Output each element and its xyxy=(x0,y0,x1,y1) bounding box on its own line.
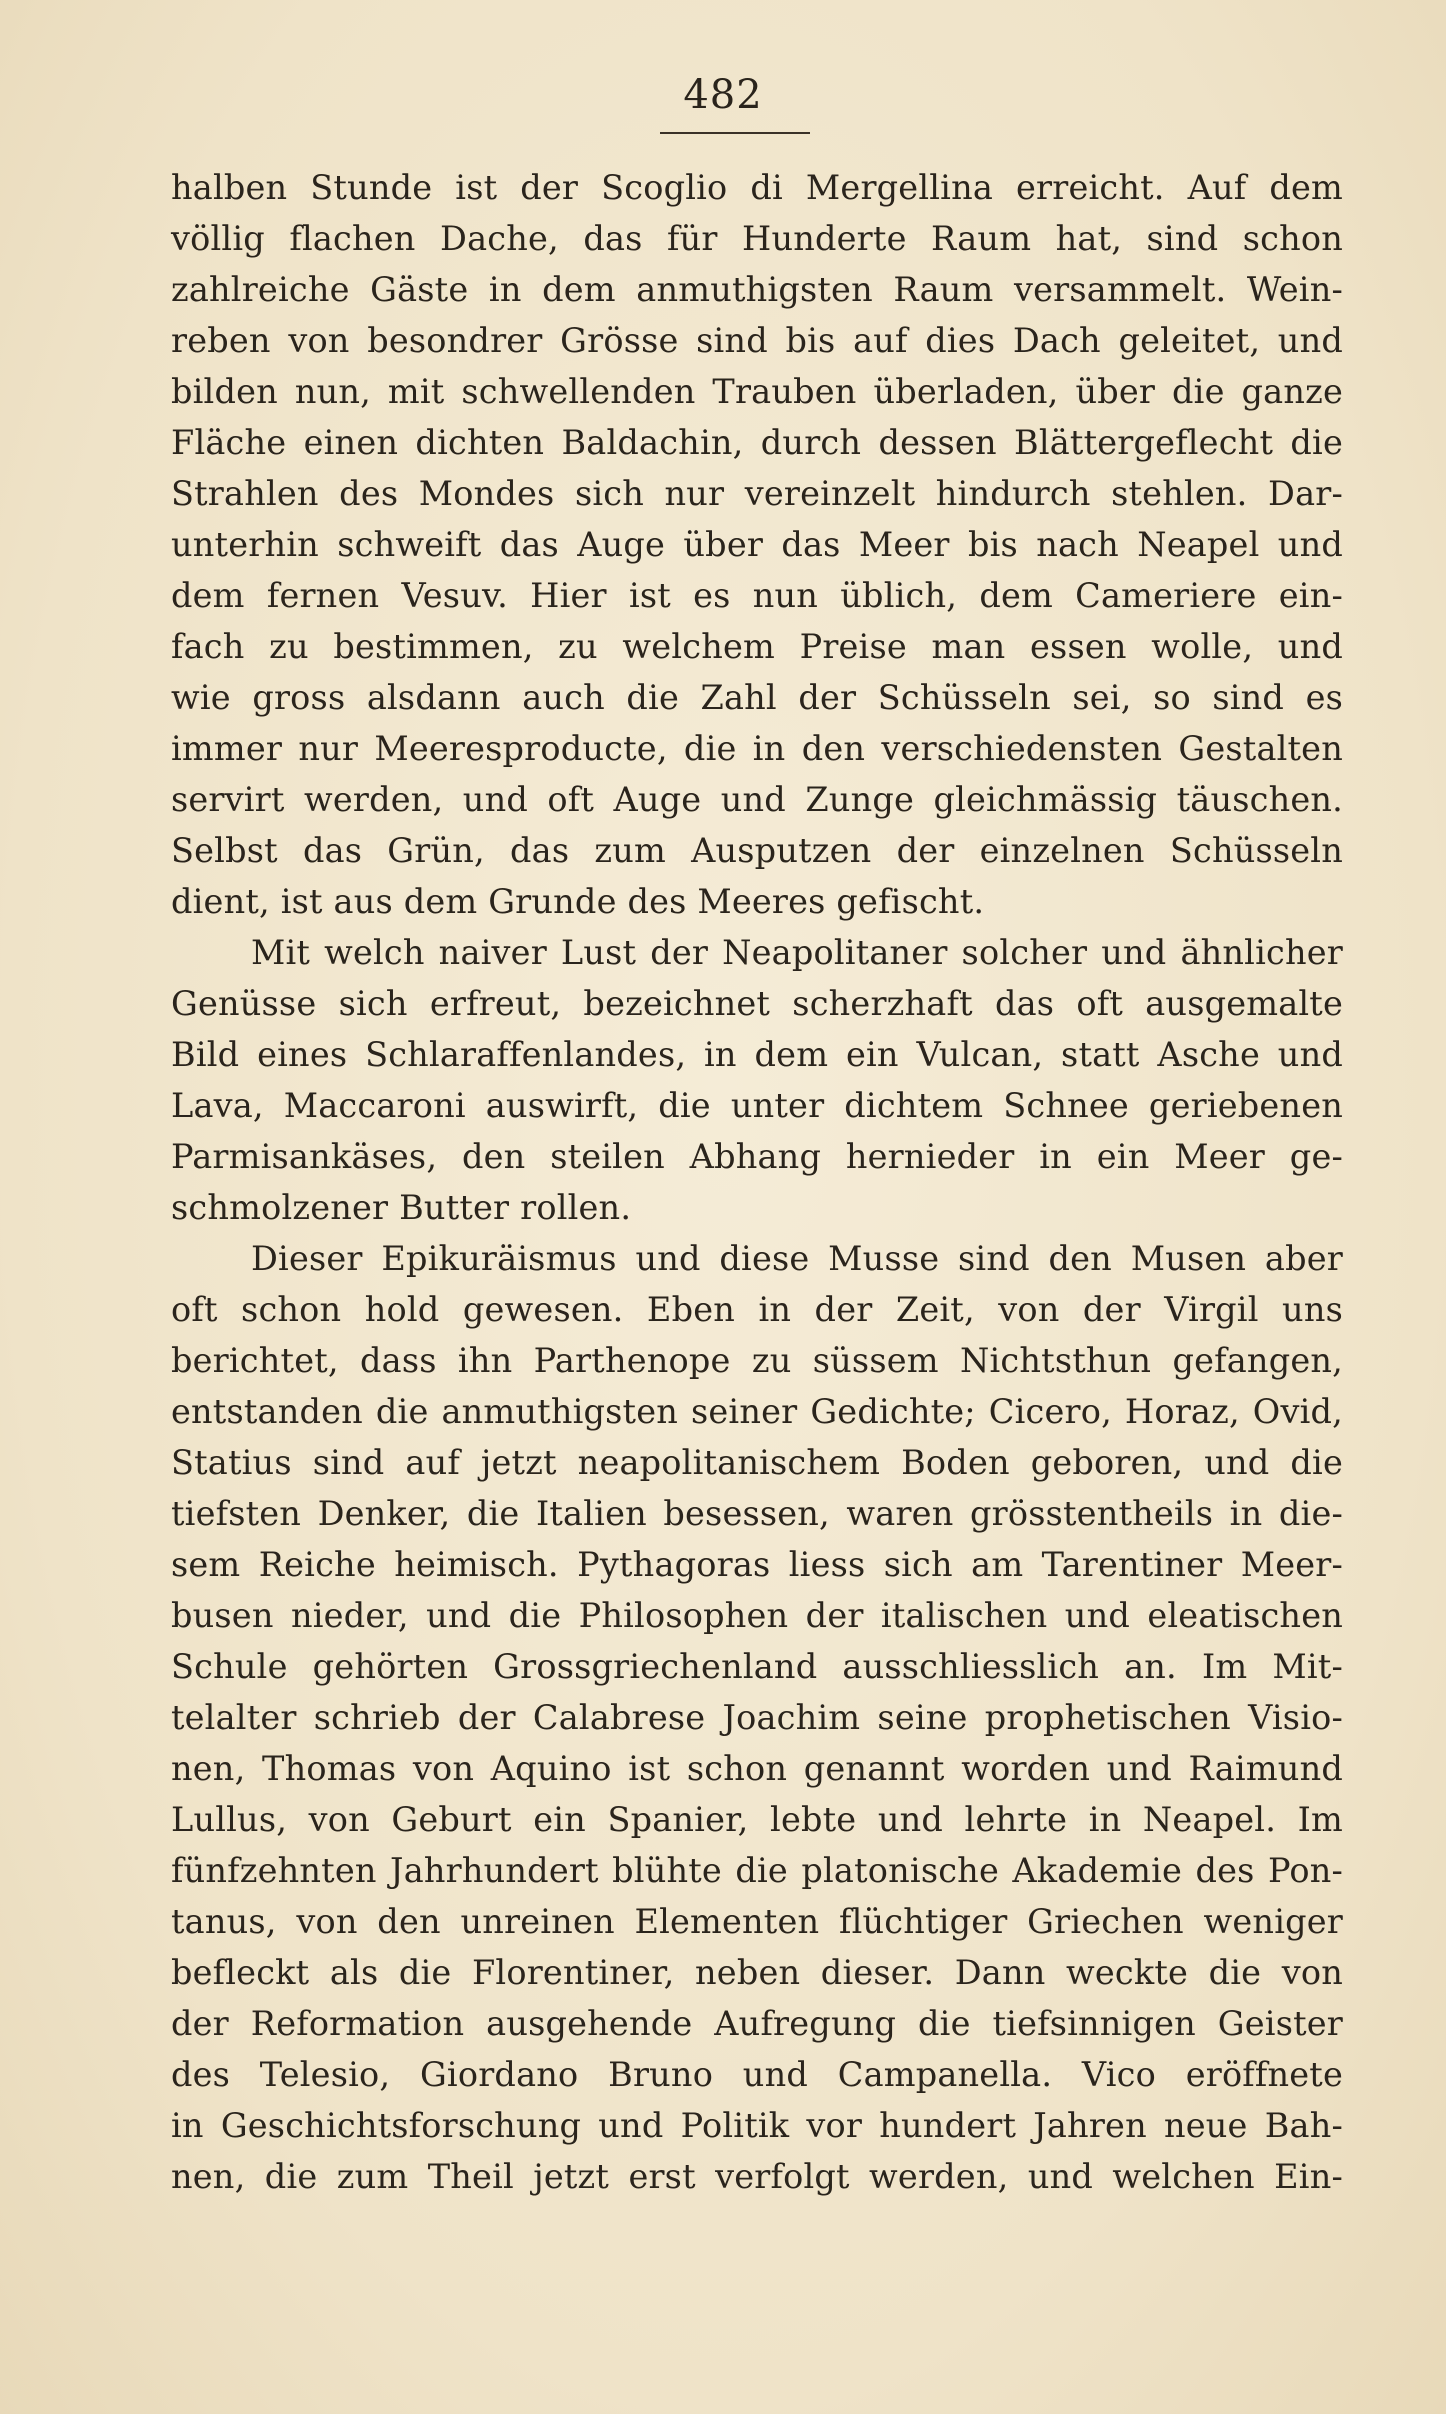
text-line: Statius sind auf jetzt neapolitanischem Boden geboren, und die xyxy=(171,1443,1343,1482)
text-line: halben Stunde ist der Scoglio di Mergellina erreicht. Auf dem xyxy=(171,168,1343,207)
text-line: zahlreiche Gäste in dem anmuthigsten Raum versammelt. Wein- xyxy=(171,270,1343,309)
text-line: Lullus, von Geburt ein Spanier, lebte und lehrte in Neapel. Im xyxy=(171,1800,1343,1839)
paragraph-start-line: Dieser Epikuräismus und diese Musse sind den Musen aber xyxy=(251,1239,1343,1278)
text-line: Fläche einen dichten Baldachin, durch dessen Blättergeflecht die xyxy=(171,423,1343,462)
text-line: reben von besondrer Grösse sind bis auf dies Dach geleitet, und xyxy=(171,321,1343,360)
text-line: unterhin schweift das Auge über das Meer bis nach Neapel und xyxy=(171,525,1343,564)
text-line: immer nur Meeresproducte, die in den verschiedensten Gestalten xyxy=(171,729,1343,768)
text-line: Genüsse sich erfreut, bezeichnet scherzhaft das oft ausgemalte xyxy=(171,984,1343,1023)
text-line: dient, ist aus dem Grunde des Meeres gefischt. xyxy=(171,882,985,921)
text-line: entstanden die anmuthigsten seiner Gedichte; Cicero, Horaz, Ovid, xyxy=(171,1392,1343,1431)
text-line: servirt werden, und oft Auge und Zunge gleichmässig täuschen. xyxy=(171,780,1343,819)
text-line: befleckt als die Florentiner, neben dieser. Dann weckte die von xyxy=(171,1953,1343,1992)
page-number: 482 xyxy=(683,72,763,118)
text-line: sem Reiche heimisch. Pythagoras liess sich am Tarentiner Meer- xyxy=(171,1545,1343,1584)
text-line: berichtet, dass ihn Parthenope zu süssem Nichtsthun gefangen, xyxy=(171,1341,1343,1380)
text-line: fach zu bestimmen, zu welchem Preise man essen wolle, und xyxy=(171,627,1343,666)
paragraph-start-line: Mit welch naiver Lust der Neapolitaner solcher und ähnlicher xyxy=(251,933,1343,972)
text-line: Schule gehörten Grossgriechenland ausschliesslich an. Im Mit- xyxy=(171,1647,1343,1686)
body-text xyxy=(171,162,1343,2202)
text-line: fünfzehnten Jahrhundert blühte die platonische Akademie des Pon- xyxy=(171,1851,1343,1890)
text-line: nen, die zum Theil jetzt erst verfolgt werden, und welchen Ein- xyxy=(171,2157,1343,2196)
text-line: schmolzener Butter rollen. xyxy=(171,1188,632,1227)
text-line: Lava, Maccaroni auswirft, die unter dichtem Schnee geriebenen xyxy=(171,1086,1343,1125)
text-line: wie gross alsdann auch die Zahl der Schüsseln sei, so sind es xyxy=(171,678,1343,717)
text-line: Strahlen des Mondes sich nur vereinzelt hindurch stehlen. Dar- xyxy=(171,474,1343,513)
text-line: busen nieder, und die Philosophen der italischen und eleatischen xyxy=(171,1596,1343,1635)
text-line: Parmisankäses, den steilen Abhang hernieder in ein Meer ge- xyxy=(171,1137,1343,1176)
text-line: Selbst das Grün, das zum Ausputzen der einzelnen Schüsseln xyxy=(171,831,1343,870)
text-line: des Telesio, Giordano Bruno und Campanella. Vico eröffnete xyxy=(171,2055,1343,2094)
text-line: nen, Thomas von Aquino ist schon genannt worden und Raimund xyxy=(171,1749,1343,1788)
text-line: Bild eines Schlaraffenlandes, in dem ein Vulcan, statt Asche und xyxy=(171,1035,1343,1074)
text-line: tanus, von den unreinen Elementen flüchtiger Griechen weniger xyxy=(171,1902,1343,1941)
text-line: in Geschichtsforschung und Politik vor hundert Jahren neue Bah- xyxy=(171,2106,1343,2145)
text-line: völlig flachen Dache, das für Hunderte Raum hat, sind schon xyxy=(171,219,1343,258)
text-line: der Reformation ausgehende Aufregung die tiefsinnigen Geister xyxy=(171,2004,1343,2043)
page-number-rule xyxy=(660,132,810,134)
text-line: oft schon hold gewesen. Eben in der Zeit, von der Virgil uns xyxy=(171,1290,1343,1329)
text-line: bilden nun, mit schwellenden Trauben überladen, über die ganze xyxy=(171,372,1343,411)
text-line: telalter schrieb der Calabrese Joachim seine prophetischen Visio- xyxy=(171,1698,1343,1737)
text-line: tiefsten Denker, die Italien besessen, waren grösstentheils in die- xyxy=(171,1494,1343,1533)
text-line: dem fernen Vesuv. Hier ist es nun üblich, dem Cameriere ein- xyxy=(171,576,1343,615)
